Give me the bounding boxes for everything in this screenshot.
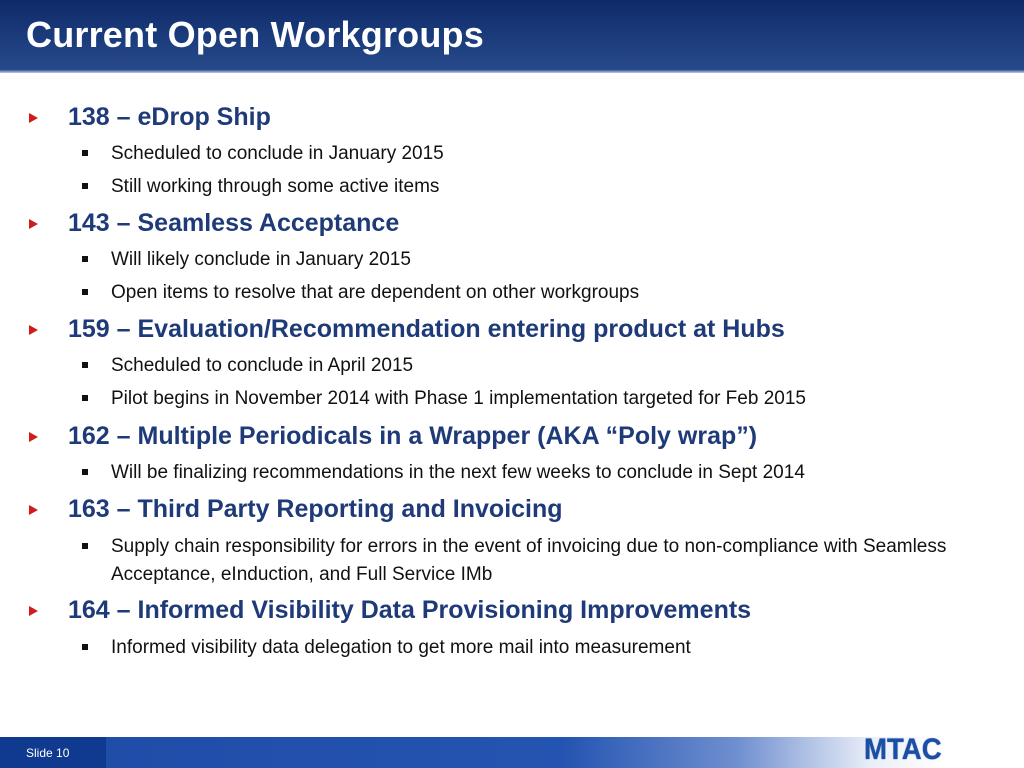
workgroup-heading: 159 – Evaluation/Recommendation entering product at Hubs <box>68 315 785 343</box>
square-bullet-icon <box>82 256 88 262</box>
workgroup-item: Will likely conclude in January 2015 <box>111 249 411 270</box>
title-bar <box>0 0 1024 73</box>
triangle-arrow-icon <box>29 505 38 515</box>
workgroup-heading: 164 – Informed Visibility Data Provisioning Improvements <box>68 596 752 624</box>
square-bullet-icon <box>82 469 88 475</box>
page-title: Current Open Workgroups <box>26 14 484 55</box>
workgroup-item: Supply chain responsibility for errors in the event of invoicing due to non-compliance with Seamless Acceptance, eInduction, and Full Service IMb <box>111 536 947 585</box>
square-bullet-icon <box>82 183 88 189</box>
triangle-arrow-icon <box>29 325 38 335</box>
workgroup-item: Informed visibility data delegation to get more mail into measurement <box>111 637 691 658</box>
workgroup-heading: 138 – eDrop Ship <box>68 103 271 131</box>
triangle-arrow-icon <box>29 432 38 442</box>
workgroup-item: Scheduled to conclude in April 2015 <box>111 355 414 376</box>
square-bullet-icon <box>82 644 88 650</box>
workgroup-item: Pilot begins in November 2014 with Phase 1 implementation targeted for Feb 2015 <box>111 388 806 409</box>
workgroup-heading: 162 – Multiple Periodicals in a Wrapper (AKA “Poly wrap”) <box>68 422 758 450</box>
workgroup-item: Scheduled to conclude in January 2015 <box>111 143 444 164</box>
workgroup-item: Will be finalizing recommendations in the next few weeks to conclude in Sept 2014 <box>111 462 805 483</box>
square-bullet-icon <box>82 543 88 549</box>
mtac-logo: MTAC <box>864 733 942 766</box>
square-bullet-icon <box>82 362 88 368</box>
slide-number: Slide 10 <box>26 746 70 760</box>
workgroup-item: Still working through some active items <box>111 176 440 197</box>
square-bullet-icon <box>82 150 88 156</box>
triangle-arrow-icon <box>29 113 38 123</box>
workgroup-heading: 143 – Seamless Acceptance <box>68 209 400 237</box>
triangle-arrow-icon <box>29 219 38 229</box>
workgroup-heading: 163 – Third Party Reporting and Invoicing <box>68 495 563 523</box>
triangle-arrow-icon <box>29 606 38 616</box>
square-bullet-icon <box>82 289 88 295</box>
square-bullet-icon <box>82 395 88 401</box>
workgroup-item: Open items to resolve that are dependent on other workgroups <box>111 282 640 303</box>
